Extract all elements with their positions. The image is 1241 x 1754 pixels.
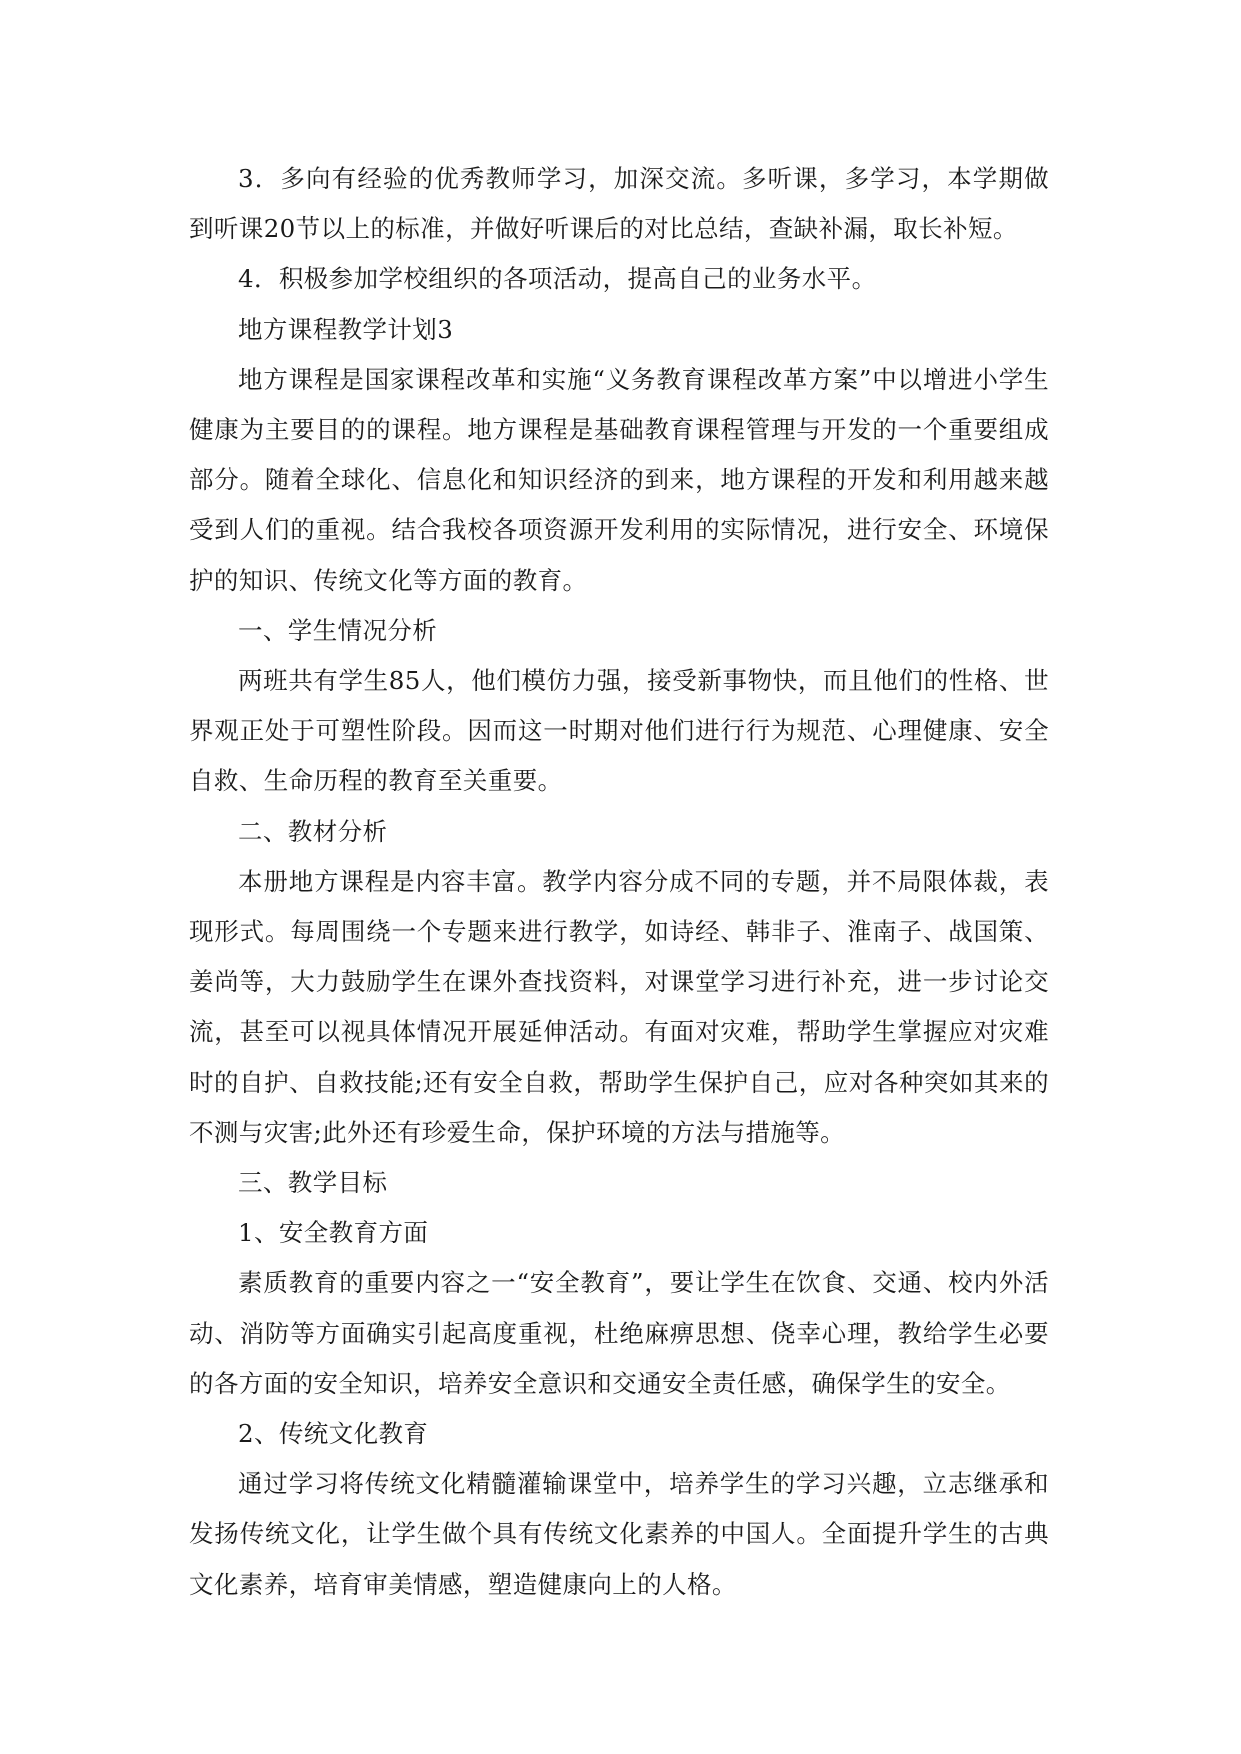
subsection-heading: 1、安全教育方面	[238, 1218, 429, 1248]
section-heading: 一、学生情况分析	[238, 615, 438, 645]
paragraph: 3．多向有经验的优秀教师学习，加深交流。多听课，多学习，本学期做到听课20节以上的标准，并做好听课后的对比总结，查缺补漏，取长补短。	[189, 164, 1049, 244]
paragraph: 素质教育的重要内容之一“安全教育”，要让学生在饮食、交通、校内外活动、消防等方面确实引起高度重视，杜绝麻痹思想、侥幸心理，教给学生必要的各方面的安全知识，培养安全意识和交通安全责任感，确保学生的安全。	[189, 1268, 1049, 1398]
paragraph: 地方课程是国家课程改革和实施“义务教育课程改革方案”中以增进小学生健康为主要目的的课程。地方课程是基础教育课程管理与开发的一个重要组成部分。随着全球化、信息化和知识经济的到来，地方课程的开发和利用越来越受到人们的重视。结合我校各项资源开发利用的实际情况，进行安全、环境保护的知识、传统文化等方面的教育。	[189, 364, 1049, 595]
paragraph: 4．积极参加学校组织的各项活动，提高自己的业务水平。	[238, 264, 877, 294]
section-heading: 三、教学目标	[238, 1168, 388, 1198]
paragraph: 通过学习将传统文化精髓灌输课堂中，培养学生的学习兴趣，立志继承和发扬传统文化，让学生做个具有传统文化素养的中国人。全面提升学生的古典文化素养，培育审美情感，塑造健康向上的人格。	[189, 1469, 1049, 1599]
paragraph: 两班共有学生85人，他们模仿力强，接受新事物快，而且他们的性格、世界观正处于可塑性阶段。因而这一时期对他们进行行为规范、心理健康、安全自救、生命历程的教育至关重要。	[189, 666, 1049, 796]
section-title: 地方课程教学计划3	[238, 314, 454, 344]
subsection-heading: 2、传统文化教育	[238, 1419, 429, 1449]
section-heading: 二、教材分析	[238, 816, 388, 846]
paragraph: 本册地方课程是内容丰富。教学内容分成不同的专题，并不局限体裁，表现形式。每周围绕一个专题来进行教学，如诗经、韩非子、淮南子、战国策、姜尚等，大力鼓励学生在课外查找资料，对课堂学习进行补充，进一步讨论交流，甚至可以视具体情况开展延伸活动。有面对灾难，帮助学生掌握应对灾难时的自护、自救技能;还有安全自救，帮助学生保护自己，应对各种突如其来的不测与灾害;此外还有珍爱生命，保护环境的方法与措施等。	[189, 866, 1049, 1147]
document-body	[189, 154, 1049, 1610]
